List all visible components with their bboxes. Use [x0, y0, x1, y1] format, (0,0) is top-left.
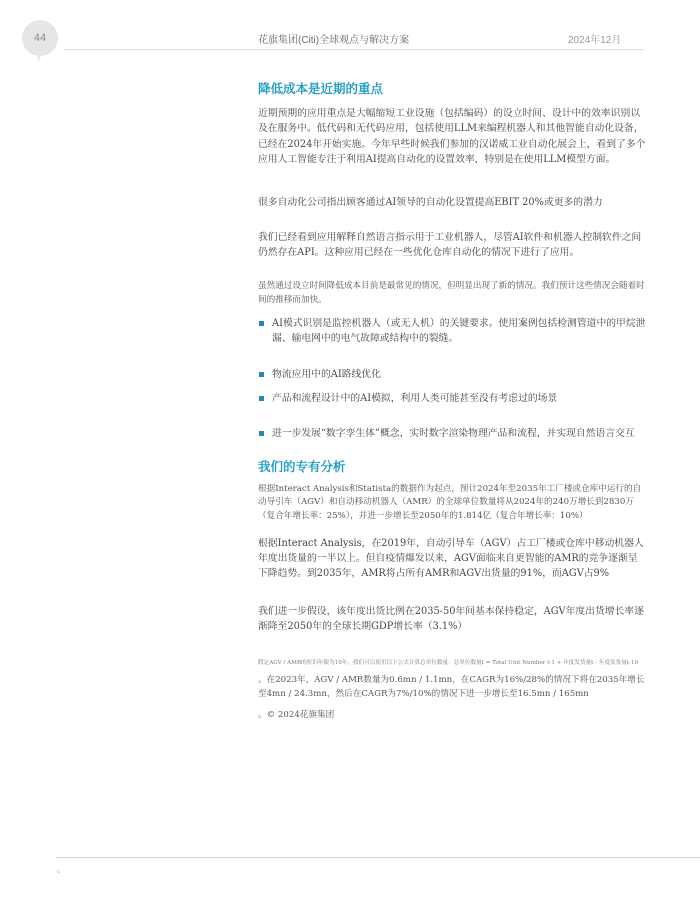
footer-mark: c: [57, 869, 60, 875]
list-item: [258, 391, 646, 406]
paragraph: 近期预期的应用重点是大幅缩短工业设施（包括编码）的设立时间、设计中的效率识别以及在服务中。低代码和无代码应用，包括使用LLM来编程机器人和其他智能自动化设备，已经在2024年开始实施。今年早些时候我们参加的汉诺威工业自动化展会上，看到了多个应用人工智能专注于利用AI提高自动化的设置效率，特别是在使用LLM模型方面。: [258, 108, 646, 166]
list-item-text: AI模式识别是监控机器人（或无人机）的关键要求。使用案例包括检测管道中的甲烷泄漏、输电网中的电气故障或结构中的裂缝。: [272, 317, 646, 345]
section-heading-analysis: 我们的专有分析: [258, 458, 346, 474]
header-date: 2024年12月: [568, 35, 622, 46]
paragraph-small: 虽然通过设立时间降低成本目前是最常见的情况，但明显出现了新的情况。我们预计这些情况会随着时间的推移而加快。: [258, 280, 645, 306]
paragraph: 。在2023年，AGV / AMR数量为0.6mn / 1.1mn，在CAGR为16%/28%的情况下将在2035年增长至4mn / 24.3mn，然后在CAGR为7%/10%的情况下进一步增长至16.5mn / 165mn: [258, 674, 645, 700]
list-item-text: 产品和流程设计中的AI模拟，利用人类可能甚至没有考虑过的场景: [272, 393, 558, 405]
list-item-text: 物流应用中的AI路线优化: [272, 368, 381, 380]
page-badge-tail-shape: [31, 49, 43, 61]
paragraph: 我们已经看到应用解释自然语言指示用于工业机器人，尽管AI软件和机器人控制软件之间仍然存在API。这种应用已经在一些优化仓库自动化的情况下进行了应用。: [258, 232, 642, 259]
paragraph: 根据Interact Analysis和Statista的数据作为起点，预计2024年至2035年工厂楼或仓库中运行的自动导引车（AGV）和自动移动机器人（AMR）的全球单位数量将从2024年的240万增长到2830万（复合年增长率：25%），并进一步增长至2050年的1.814亿（复合年增长率：10%）: [258, 483, 642, 522]
list-item-text: 进一步发展“数字孪生体”概念，实时数字渲染物理产品和流程，并实现自然语言交互: [272, 428, 635, 440]
copyright-text: 。© 2024花旗集团: [258, 709, 335, 720]
list-item: [258, 426, 646, 441]
header-divider: [64, 49, 644, 50]
list-item: [258, 316, 646, 347]
main-content: [258, 80, 646, 722]
bullet-square-icon: [259, 431, 264, 436]
bullet-square-icon: [259, 372, 264, 377]
bullet-square-icon: [259, 396, 264, 401]
list-item: [258, 367, 646, 382]
section-heading-cost: 降低成本是近期的重点: [258, 81, 384, 96]
header-title: 花旗集团(Citi)全球观点与解决方案: [258, 35, 410, 46]
paragraph: 我们进一步假设，该年度出货比例在2035-50年间基本保持稳定，AGV年度出货增长率逐渐降至2050年的全球长期GDP增长率（3.1%）: [258, 605, 644, 633]
footer-divider: [56, 857, 700, 858]
paragraph: 很多自动化公司指出顾客通过AI领导的自动化设置提高EBIT 20%或更多的潜力: [258, 196, 603, 208]
page-number: 44: [33, 32, 47, 44]
bullet-list: [258, 316, 646, 442]
bullet-square-icon: [259, 321, 264, 326]
paragraph: 根据Interact Analysis，在2019年，自动引导车（AGV）占工厂楼或仓库中移动机器人年度出货量的一半以上。但自疫情爆发以来，AGV面临来自更智能的AMR的竞争逐渐呈下降趋势。到2035年，AMR将占所有AMR和AGV出货量的91%，而AGV占9%: [258, 537, 644, 580]
fine-print: 假定AGV / AMR的折旧年限为10年，我们可以使用以下公式计算总单位数量：总单位数量t = Total Unit Number t-1 + 年度发货量t - 年度发货量t-10: [258, 659, 639, 666]
